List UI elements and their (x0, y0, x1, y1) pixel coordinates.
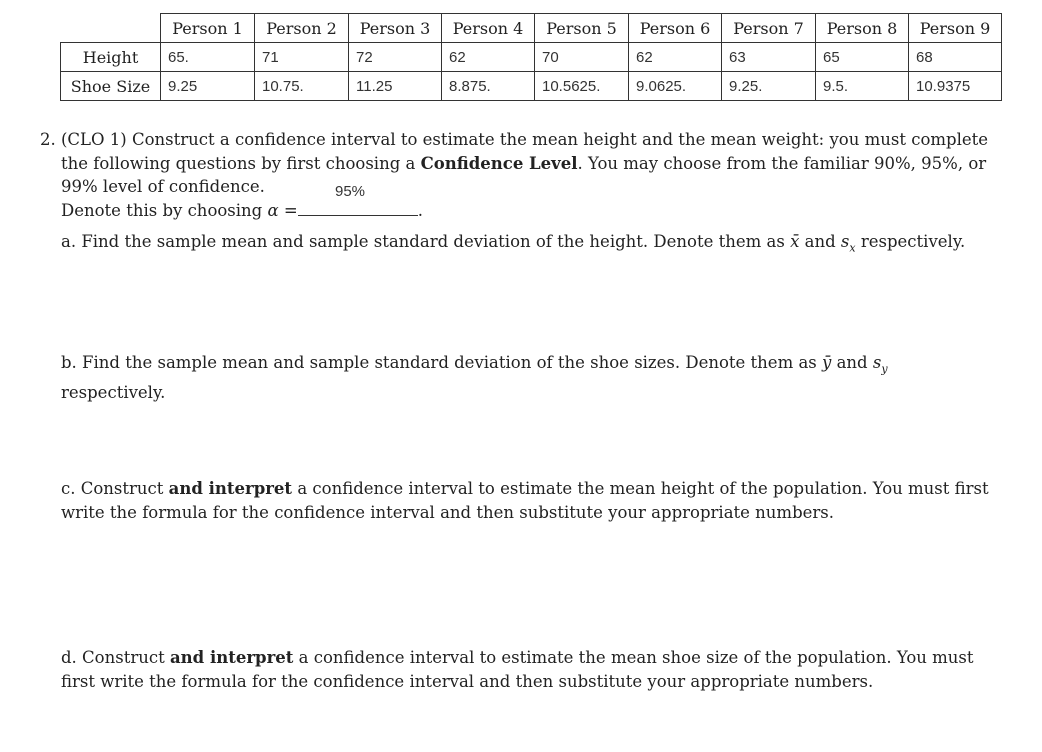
denote-text: Denote this by choosing (61, 200, 263, 220)
shoe-size-cell: 9.0625. (629, 72, 722, 101)
period: . (417, 200, 423, 220)
part-b-text: b. Find the sample mean and sample standard deviation of the shoe sizes. Denote them as (61, 353, 817, 372)
table-header-row (61, 14, 1002, 43)
s-symbol: s (840, 232, 850, 251)
question-2 (40, 128, 990, 222)
shoe-size-cell: 9.5. (816, 72, 909, 101)
shoe-size-cell: 10.5625. (535, 72, 629, 101)
shoe-size-cell: 9.25. (722, 72, 816, 101)
handwritten-confidence-answer: 95% (335, 183, 366, 200)
part-c-bold: and interpret (168, 479, 293, 498)
shoe-size-cell: 11.25 (349, 72, 442, 101)
respectively-text: respectively. (860, 232, 966, 251)
shoe-size-cell: 10.9375 (909, 72, 1002, 101)
s-symbol: s (872, 353, 882, 372)
height-cell: 71 (255, 43, 349, 72)
confidence-level-term: Confidence Level (420, 153, 578, 173)
data-table (60, 13, 1002, 101)
height-cell: 62 (629, 43, 722, 72)
header-person-8: Person 8 (816, 14, 909, 43)
height-cell: 65 (816, 43, 909, 72)
part-b (61, 351, 996, 404)
row-label-height: Height (61, 43, 161, 72)
height-cell: 62 (442, 43, 535, 72)
header-person-2: Person 2 (255, 14, 349, 43)
and-text: and (836, 353, 868, 372)
y-subscript: y (881, 362, 888, 376)
shoe-size-cell: 8.875. (442, 72, 535, 101)
question-2-text-part2: . You may choose from the familiar 90%, 95%, or 99% level of confidence. (61, 153, 987, 196)
x-subscript: x (849, 241, 856, 255)
height-cell: 65. (161, 43, 255, 72)
header-person-7: Person 7 (722, 14, 816, 43)
height-cell: 72 (349, 43, 442, 72)
part-d-post: a confidence interval to estimate the mean shoe size of the population. You must first write the formula for the confidence interval and then substitute your appropriate numbers. (61, 648, 974, 691)
table-row-shoe-size (61, 72, 1002, 101)
height-cell: 68 (909, 43, 1002, 72)
part-c-pre: c. Construct (61, 479, 164, 498)
alpha-answer-blank[interactable] (298, 201, 418, 216)
row-label-shoe-size: Shoe Size (61, 72, 161, 101)
and-text: and (804, 232, 836, 251)
question-2-text-part1: (CLO 1) Construct a confidence interval to estimate the mean height and the mean weight: you must complete the following questions by first choosing a (61, 130, 989, 173)
height-cell: 70 (535, 43, 629, 72)
header-person-9: Person 9 (909, 14, 1002, 43)
respectively-text: respectively. (61, 382, 166, 402)
header-person-5: Person 5 (535, 14, 629, 43)
table-row-height (61, 43, 1002, 72)
header-person-4: Person 4 (442, 14, 535, 43)
y-bar-symbol: ȳ (822, 353, 832, 372)
header-person-1: Person 1 (161, 14, 255, 43)
x-bar-symbol: x̄ (790, 232, 800, 251)
height-cell: 63 (722, 43, 816, 72)
part-a-text: a. Find the sample mean and sample standard deviation of the height. Denote them as (61, 232, 785, 251)
header-person-3: Person 3 (349, 14, 442, 43)
header-person-6: Person 6 (629, 14, 722, 43)
shoe-size-cell: 9.25 (161, 72, 255, 101)
question-number: 2. (40, 130, 56, 149)
part-c (61, 477, 996, 524)
part-c-post: a confidence interval to estimate the mean height of the population. You must first write the formula for the confidence interval and then substitute your appropriate numbers. (61, 479, 989, 522)
part-a (61, 230, 996, 260)
table-corner (61, 14, 161, 43)
part-d (61, 646, 996, 693)
part-d-bold: and interpret (169, 648, 294, 667)
part-d-pre: d. Construct (61, 648, 165, 667)
shoe-size-cell: 10.75. (255, 72, 349, 101)
question-2-body (61, 128, 990, 222)
alpha-symbol: α = (267, 200, 298, 220)
